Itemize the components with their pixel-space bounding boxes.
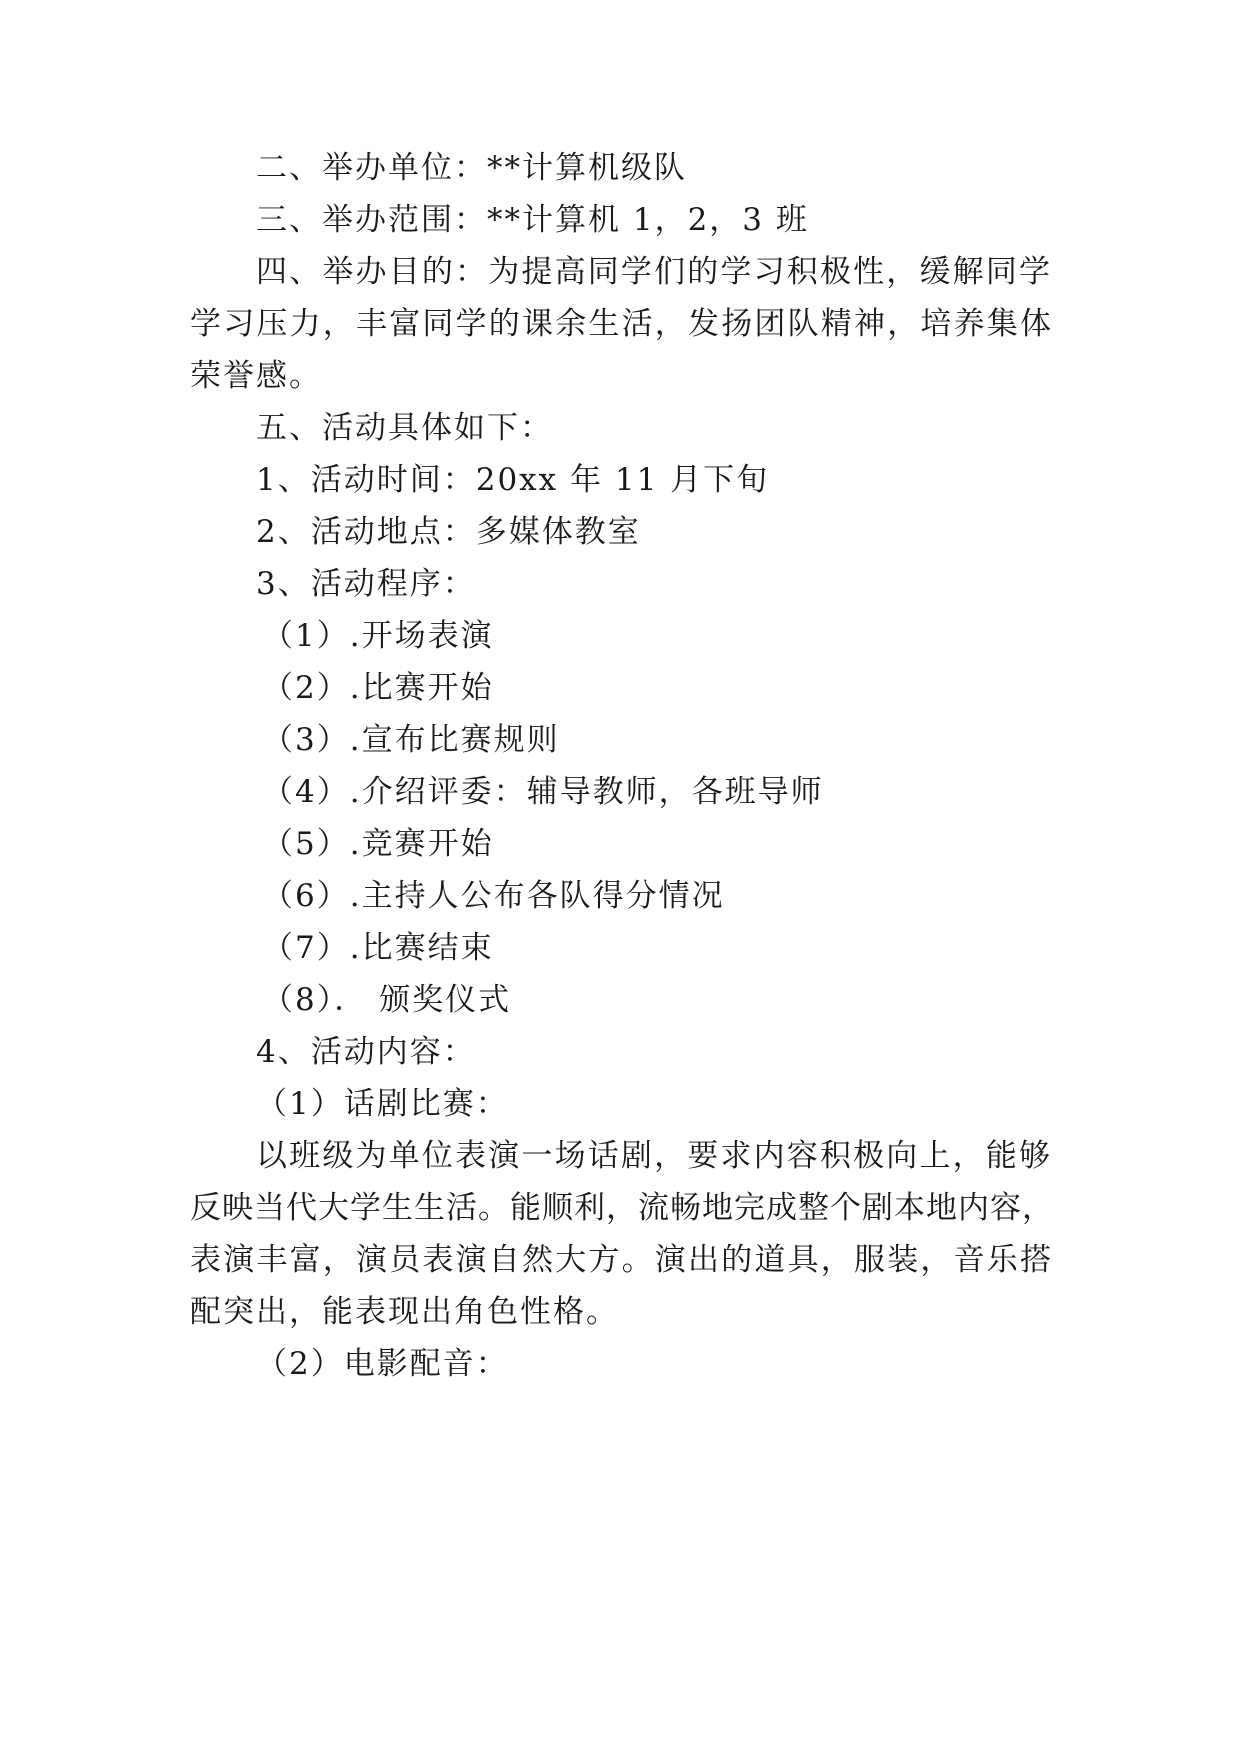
- list-item-procedure-7: （7）.比赛结束: [262, 930, 494, 966]
- text-line-drama-desc-4: 配突出，能表现出角色性格。: [190, 1294, 619, 1330]
- text-line-organizer: 二、举办单位：**计算机级队: [256, 150, 687, 186]
- text-line-drama-desc-3: 表演丰富，演员表演自然大方。演出的道具，服装，音乐搭: [190, 1242, 1052, 1278]
- text-line-activity-content: 4、活动内容：: [256, 1034, 476, 1070]
- text-line-purpose: 四、举办目的：为提高同学们的学习积极性，缓解同学: [256, 254, 1052, 290]
- text-line-drama-desc-1: 以班级为单位表演一场话剧，要求内容积极向上，能够: [256, 1138, 1052, 1174]
- list-item-procedure-6: （6）.主持人公布各队得分情况: [262, 878, 725, 914]
- text-line-dubbing-heading: （2）电影配音：: [256, 1346, 509, 1382]
- text-line-drama-desc-2: 反映当代大学生生活。能顺利，流畅地完成整个剧本地内容，: [190, 1190, 1054, 1226]
- list-item-procedure-4: （4）.介绍评委：辅导教师，各班导师: [262, 774, 824, 810]
- text-line-purpose-cont-1: 学习压力，丰富同学的课余生活，发扬团队精神，培养集体: [190, 306, 1052, 342]
- text-line-purpose-cont-2: 荣誉感。: [190, 358, 322, 394]
- text-line-activity-time: 1、活动时间：20xx 年 11 月下旬: [256, 462, 770, 498]
- text-line-drama-heading: （1）话剧比赛：: [256, 1086, 509, 1122]
- list-item-procedure-8: （8）． 颁奖仪式: [262, 982, 512, 1018]
- list-item-procedure-5: （5）.竞赛开始: [262, 826, 494, 862]
- list-item-procedure-1: （1）.开场表演: [262, 618, 494, 654]
- list-item-procedure-3: （3）.宣布比赛规则: [262, 722, 560, 758]
- text-line-scope: 三、举办范围：**计算机 1，2，3 班: [256, 202, 809, 238]
- text-line-activity-procedure: 3、活动程序：: [256, 566, 476, 602]
- text-line-activity-heading: 五、活动具体如下：: [256, 410, 553, 446]
- list-item-procedure-2: （2）.比赛开始: [262, 670, 494, 706]
- text-line-activity-place: 2、活动地点：多媒体教室: [256, 514, 641, 550]
